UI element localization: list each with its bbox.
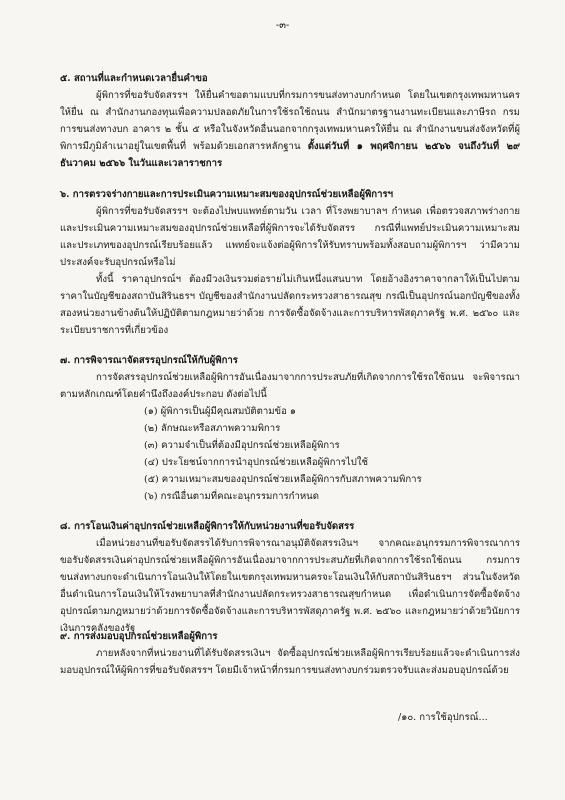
section-heading: ๖. การตรวจร่างกายและการประเมินความเหมาะสมของอุปกรณ์ช่วยเหลือผู้พิการฯ: [60, 189, 393, 200]
continuation-note: /๑๐. การใช้อุปกรณ์...: [398, 712, 488, 723]
list-item: (๕) ความเหมาะสมของอุปกรณ์ช่วยเหลือผู้พิการกับสภาพความพิการ: [144, 474, 422, 485]
section-7: [60, 352, 520, 505]
list-item: (๓) ความจำเป็นที่ต้องมีอุปกรณ์ช่วยเหลือผู้พิการ: [144, 440, 340, 451]
section-heading: ๗. การพิจารณาจัดสรรอุปกรณ์ให้กับผู้พิการ: [60, 355, 238, 366]
section-8: [60, 518, 520, 637]
paragraph: ภายหลังจากที่หน่วยงานที่ได้รับจัดสรรเงินฯ จัดซื้ออุปกรณ์ช่วยเหลือผู้พิการเรียบร้อยแล้วจะดำเนินการส่งมอบอุปกรณ์ให้ผู้พิการที่ขอรับจัดสรรฯ โดยมีเจ้าหน้าที่กรมการขนส่งทางบกร่วมตรวจรับและส่งมอบอุปกรณ์ด้วย: [60, 648, 520, 676]
section-heading: ๕. สถานที่และกำหนดเวลายื่นคำขอ: [60, 73, 208, 84]
paragraph: ผู้พิการที่ขอรับจัดสรรฯ จะต้องไปพบแพทย์ตามวัน เวลา ที่โรงพยาบาลฯ กำหนด เพื่อตรวจสภาพร่างกายและประเมินความเหมาะสมของอุปกรณ์ช่วยเหลือที่ผู้พิการจะได้รับจัดสรร กรณีที่แพทย์ประเมินความเหมาะสมและประเภทของอุปกรณ์เรียบร้อยแล้ว แพทย์จะแจ้งต่อผู้พิการให้รับทราบพร้อมทั้งสอบถามผู้พิการฯ ว่ามีความประสงค์จะรับอุปกรณ์หรือไม่: [60, 206, 520, 268]
section-9: [60, 628, 520, 679]
section-5: [60, 70, 520, 172]
paragraph: ทั้งนี้ ราคาอุปกรณ์ฯ ต้องมีวงเงินรวมต่อรายไม่เกินหนึ่งแสนบาท โดยอ้างอิงราคาจากลาให้เป็นไปตามราคาในบัญชีของสถาบันสิรินธรฯ บัญชีของสำนักงานปลัดกระทรวงสาธารณสุข กรณีเป็นอุปกรณ์นอกบัญชีของทั้งสองหน่วยงานข้างต้นให้ปฏิบัติตามกฎหมายว่าด้วย การจัดซื้อจัดจ้างและการบริหารพัสดุภาครัฐ พ.ศ. ๒๕๖๐ และระเบียบราชการที่เกี่ยวข้อง: [60, 274, 520, 336]
page-number: -๓-: [275, 20, 290, 31]
criteria-list: [60, 403, 520, 505]
paragraph: การจัดสรรอุปกรณ์ช่วยเหลือผู้พิการอันเนื่องมาจากการประสบภัยที่เกิดจากการใช้รถใช้ถนน จะพิจารณาตามหลักเกณฑ์โดยคำนึงถึงองค์ประกอบ ดังต่อไปนี้: [60, 372, 520, 400]
section-heading: ๙. การส่งมอบอุปกรณ์ช่วยเหลือผู้พิการ: [60, 631, 218, 642]
list-item: (๒) ลักษณะหรือสภาพความพิการ: [144, 423, 281, 434]
list-item: (๔) ประโยชน์จากการนำอุปกรณ์ช่วยเหลือผู้พิการไปใช้: [144, 457, 369, 468]
list-item: (๖) กรณีอื่นตามที่คณะอนุกรรมการกำหนด: [144, 491, 319, 502]
paragraph: ผู้พิการที่ขอรับจัดสรรฯ ให้ยื่นคำขอตามแบบที่กรมการขนส่งทางบกกำหนด โดยในเขตกรุงเทพมหานครให้ยื่น ณ สำนักงานกองทุนเพื่อความปลอดภัยในการใช้รถใช้ถนน สำนักมาตรฐานงานทะเบียนและภาษีรถ กรมการขนส่งทางบก อาคาร ๒ ชั้น ๕ หรือในจังหวัดอื่นนอกจากกรุงเทพมหานครให้ยื่น ณ สำนักงานขนส่งจังหวัดที่ผู้พิการมีภูมิลำเนาอยู่ในเขตพื้นที่ พร้อมด้วยเอกสารหลักฐาน ตั้งแต่วันที่ ๑ พฤศจิกายน ๒๕๖๖ จนถึงวันที่ ๒๙ ธันวาคม ๒๕๖๖ ในวันและเวลาราชการ: [60, 90, 520, 169]
section-heading: ๘. การโอนเงินค่าอุปกรณ์ช่วยเหลือผู้พิการให้กับหน่วยงานที่ขอรับจัดสรร: [60, 521, 355, 532]
list-item: (๑) ผู้พิการเป็นผู้มีคุณสมบัติตามข้อ ๑: [144, 406, 297, 417]
paragraph: เมื่อหน่วยงานที่ขอรับจัดสรรได้รับการพิจารณาอนุมัติจัดสรรเงินฯ จากคณะอนุกรรมการพิจารณาการขอรับจัดสรรเงินค่าอุปกรณ์ช่วยเหลือผู้พิการอันเนื่องมาจากการประสบภัยที่เกิดจากการใช้รถใช้ถนน กรมการขนส่งทางบกจะดำเนินการโอนเงินให้โดยในเขตกรุงเทพมหานครจะโอนเงินให้กับสถาบันสิรินธรฯ ส่วนในจังหวัดอื่นดำเนินการโอนเงินให้โรงพยาบาลที่สำนักงานปลัดกระทรวงสาธารณสุขกำหนด เพื่อดำเนินการจัดซื้อจัดจ้างอุปกรณ์ตามกฎหมายว่าด้วยการจัดซื้อจัดจ้างและการบริหารพัสดุภาครัฐ พ.ศ. ๒๕๖๐ และกฎหมายว่าด้วยวินัยการเงินการคลังของรัฐ: [60, 538, 520, 634]
section-6: [60, 186, 520, 339]
